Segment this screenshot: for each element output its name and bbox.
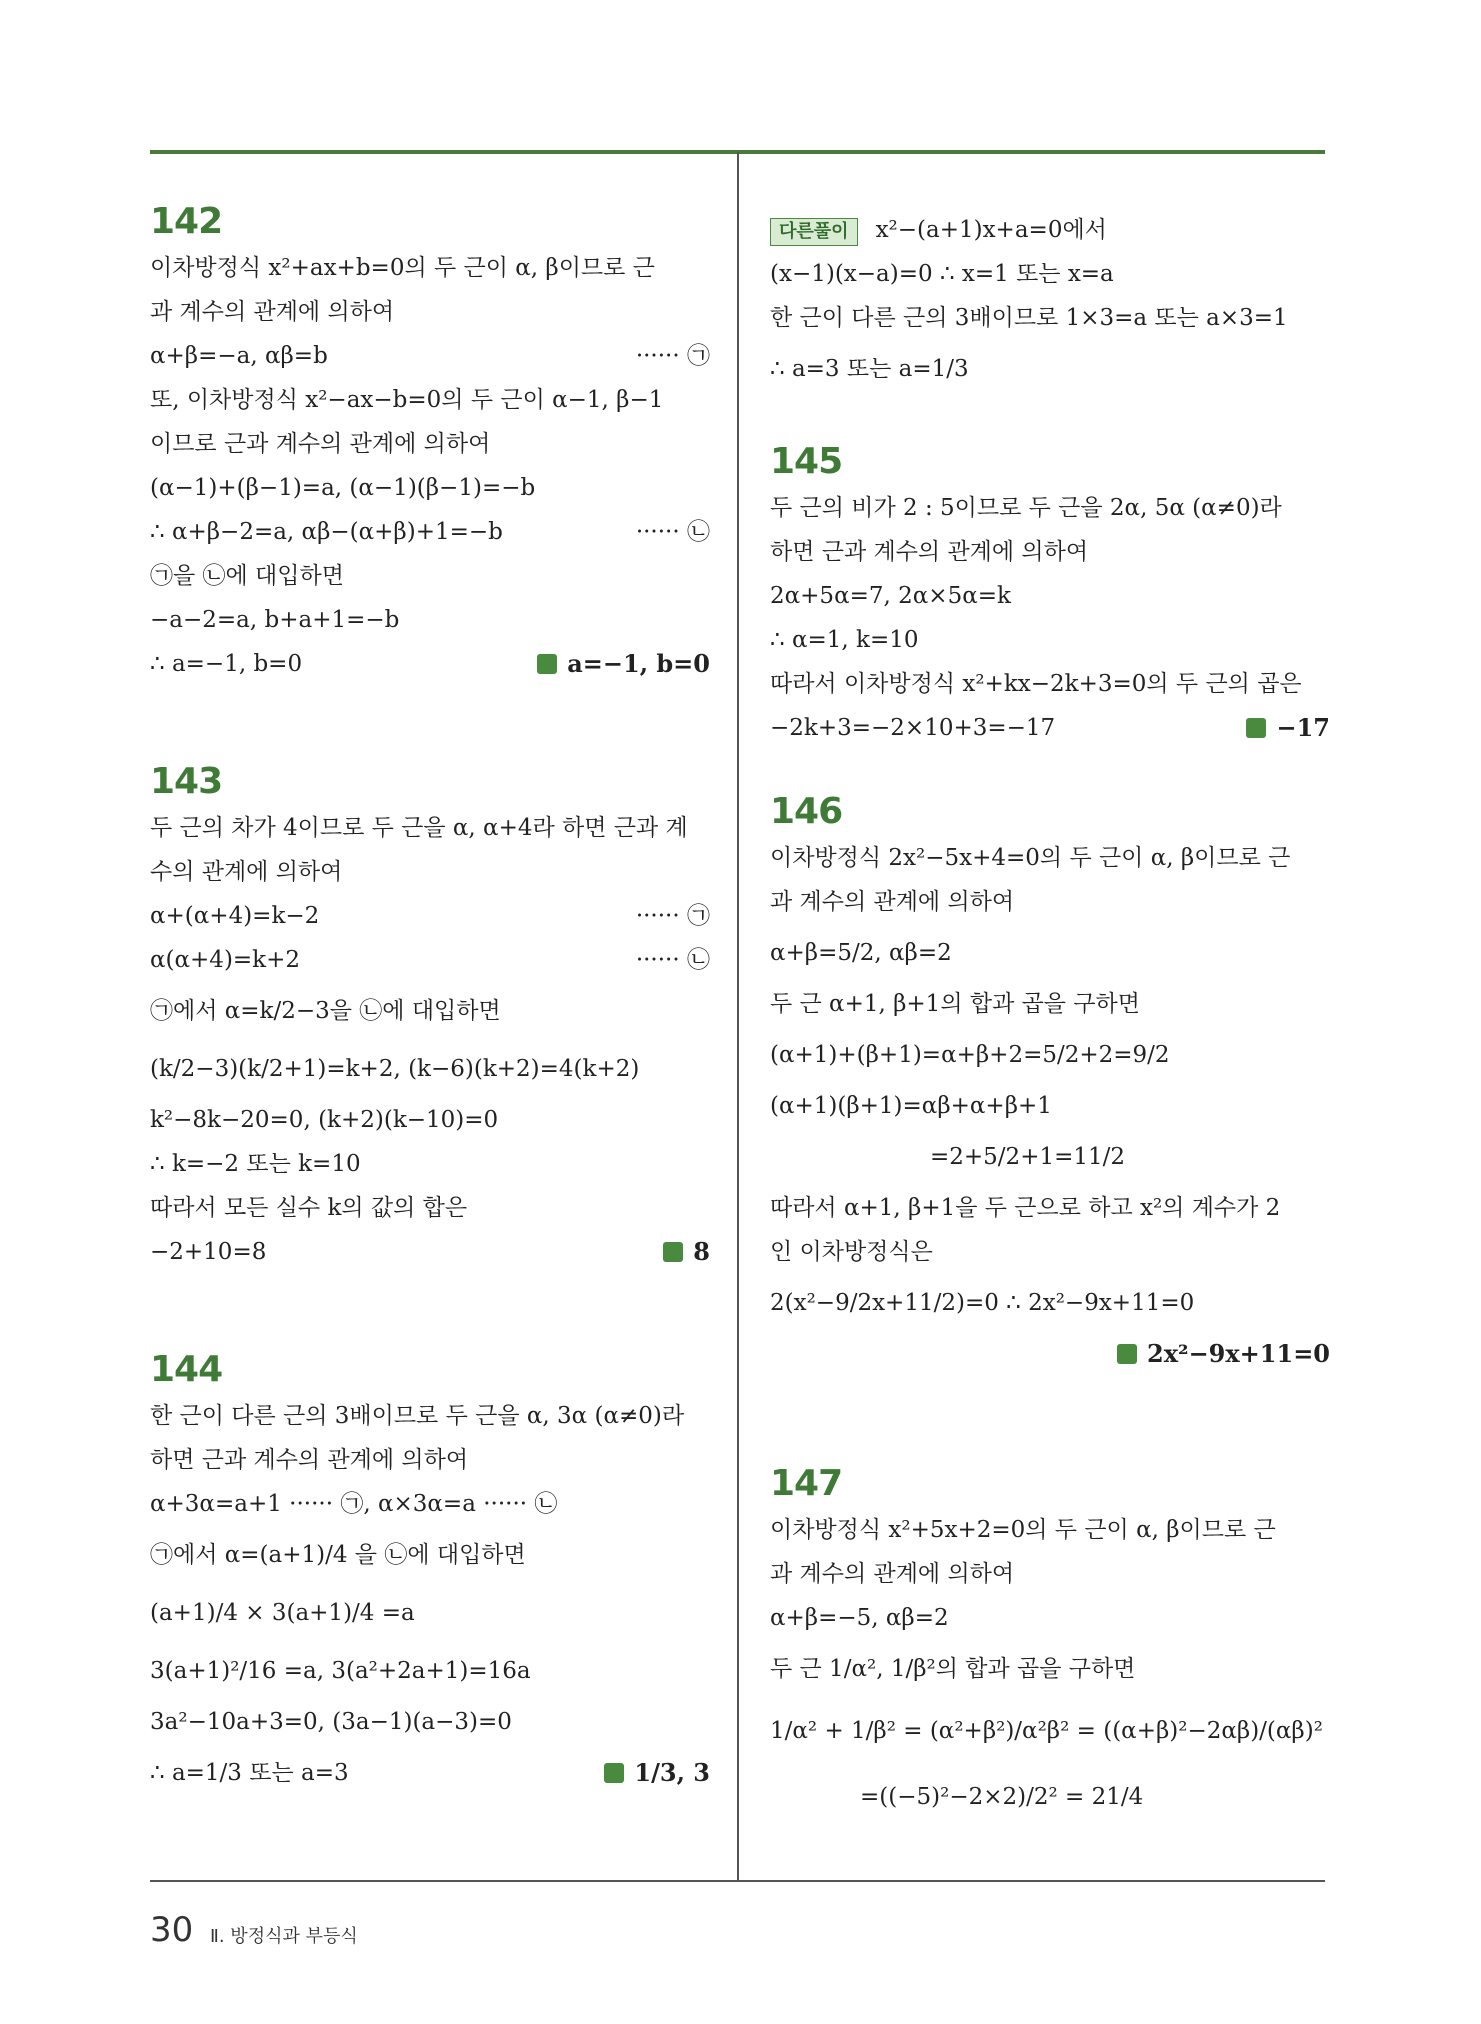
solution-line: =((−5)²−2×2)/2² = 21/4	[860, 1784, 1144, 1810]
equation-tag: ······ ㉠	[635, 903, 710, 929]
solution-line: 과 계수의 관계에 의하여	[770, 1561, 1015, 1587]
solution-line	[150, 334, 710, 378]
problem-number: 145	[770, 441, 843, 482]
solution-line: (k/2−3)(k/2+1)=k+2, (k−6)(k+2)=4(k+2)	[150, 1056, 640, 1082]
solution-line: 두 근의 비가 2 : 5이므로 두 근을 2α, 5α (α≠0)라	[770, 495, 1282, 521]
answer-icon	[663, 1242, 683, 1262]
problem-number: 143	[150, 761, 223, 802]
solution-line	[150, 1744, 710, 1802]
solution-line: 과 계수의 관계에 의하여	[150, 299, 395, 325]
problem-143	[150, 760, 710, 1274]
equation: ∴ a=1/3 또는 a=3	[150, 1760, 349, 1786]
solution-line: 3a²−10a+3=0, (3a−1)(a−3)=0	[150, 1709, 512, 1735]
solution-line: ∴ k=−2 또는 k=10	[150, 1151, 361, 1177]
solution-line: 따라서 모든 실수 k의 값의 합은	[150, 1195, 468, 1221]
answer-text: a=−1, b=0	[567, 649, 710, 678]
solution-line	[770, 208, 1330, 252]
solution-line: 한 근이 다른 근의 3배이므로 1×3=a 또는 a×3=1	[770, 305, 1288, 331]
solution-line: k²−8k−20=0, (k+2)(k−10)=0	[150, 1107, 499, 1133]
solution-line: α+3α=a+1 ······ ㉠, α×3α=a ······ ㉡	[150, 1491, 558, 1517]
problem-number: 142	[150, 201, 223, 242]
page-number: 30	[150, 1910, 194, 1950]
solution-line: 이므로 근과 계수의 관계에 의하여	[150, 431, 491, 457]
solution-line	[150, 938, 710, 982]
answer-text: 8	[693, 1237, 710, 1266]
solution-line: ㉠을 ㉡에 대입하면	[150, 563, 344, 589]
answer-text: 1/3, 3	[634, 1758, 710, 1787]
answer-icon	[537, 654, 557, 674]
problem-142	[150, 200, 710, 686]
solution-line	[150, 1230, 710, 1274]
problem-145	[770, 440, 1330, 750]
equation: ∴ α+β−2=a, αβ−(α+β)+1=−b	[150, 519, 503, 545]
solution-line: 하면 근과 계수의 관계에 의하여	[770, 539, 1089, 565]
solution-line: 또, 이차방정식 x²−ax−b=0의 두 근이 α−1, β−1	[150, 387, 664, 413]
alt-solution-label: 다른풀이	[770, 218, 858, 246]
solution-line	[150, 642, 710, 686]
solution-line	[770, 706, 1330, 750]
solution-line: ∴ a=3 또는 a=1/3	[770, 356, 969, 382]
answer	[604, 1744, 710, 1802]
solution-line: 두 근 1/α², 1/β²의 합과 곱을 구하면	[770, 1656, 1136, 1682]
problem-number: 146	[770, 791, 843, 832]
problem-147	[770, 1462, 1330, 1830]
answer	[1117, 1332, 1330, 1376]
solution-line: ∴ α=1, k=10	[770, 627, 919, 653]
solution-line: α+β=5/2, αβ=2	[770, 940, 952, 966]
equation: α+(α+4)=k−2	[150, 903, 320, 929]
answer-text: −17	[1276, 713, 1330, 742]
problem-144	[150, 1348, 710, 1802]
solution-line: 2(x²−9/2x+11/2)=0 ∴ 2x²−9x+11=0	[770, 1290, 1195, 1316]
answer-icon	[1117, 1344, 1137, 1364]
solution-line	[150, 510, 710, 554]
solution-line: (x−1)(x−a)=0 ∴ x=1 또는 x=a	[770, 261, 1114, 287]
solution-line	[150, 894, 710, 938]
answer-line	[770, 1332, 1330, 1376]
answer	[1246, 706, 1330, 750]
answer-icon	[1246, 718, 1266, 738]
solution-line: 두 근의 차가 4이므로 두 근을 α, α+4라 하면 근과 계	[150, 815, 688, 841]
answer-icon	[604, 1763, 624, 1783]
solution-line: 2α+5α=7, 2α×5α=k	[770, 583, 1011, 609]
equation: x²−(a+1)x+a=0에서	[875, 217, 1107, 243]
solution-line: 인 이차방정식은	[770, 1239, 933, 1265]
problem-146	[770, 790, 1330, 1376]
solution-line: 따라서 α+1, β+1을 두 근으로 하고 x²의 계수가 2	[770, 1195, 1281, 1221]
solution-line: (α+1)+(β+1)=α+β+2=5/2+2=9/2	[770, 1042, 1170, 1068]
equation-tag: ······ ㉡	[635, 947, 710, 973]
solution-line: (α−1)+(β−1)=a, (α−1)(β−1)=−b	[150, 475, 536, 501]
equation: −2+10=8	[150, 1239, 267, 1265]
equation: −2k+3=−2×10+3=−17	[770, 715, 1056, 741]
solution-line: 한 근이 다른 근의 3배이므로 두 근을 α, 3α (α≠0)라	[150, 1403, 685, 1429]
solution-line: 따라서 이차방정식 x²+kx−2k+3=0의 두 근의 곱은	[770, 671, 1302, 697]
problem-number: 147	[770, 1463, 843, 1504]
solution-line: 이차방정식 x²+ax+b=0의 두 근이 α, β이므로 근	[150, 255, 655, 281]
solution-line: (a+1)/4 × 3(a+1)/4 =a	[150, 1600, 415, 1626]
solution-line: −a−2=a, b+a+1=−b	[150, 607, 400, 633]
alternate-solution-144	[770, 208, 1330, 398]
solution-line: 이차방정식 x²+5x+2=0의 두 근이 α, β이므로 근	[770, 1517, 1276, 1543]
equation: ∴ a=−1, b=0	[150, 651, 303, 677]
equation-tag: ······ ㉠	[635, 343, 710, 369]
solution-line: 과 계수의 관계에 의하여	[770, 889, 1015, 915]
solution-line: α+β=−5, αβ=2	[770, 1605, 949, 1631]
solution-line: 두 근 α+1, β+1의 합과 곱을 구하면	[770, 991, 1140, 1017]
answer	[537, 642, 710, 686]
solution-line: 수의 관계에 의하여	[150, 859, 343, 885]
column-divider	[737, 152, 739, 1880]
bottom-rule	[150, 1880, 1325, 1882]
chapter-title: Ⅱ. 방정식과 부등식	[210, 1926, 358, 1947]
equation: α+β=−a, αβ=b	[150, 343, 328, 369]
equation: α(α+4)=k+2	[150, 947, 301, 973]
solution-line: 1/α² + 1/β² = (α²+β²)/α²β² = ((α+β)²−2αβ)/(αβ)²	[770, 1718, 1323, 1744]
answer	[663, 1230, 710, 1274]
equation-tag: ······ ㉡	[635, 519, 710, 545]
solution-line: 이차방정식 2x²−5x+4=0의 두 근이 α, β이므로 근	[770, 845, 1291, 871]
solution-line: 하면 근과 계수의 관계에 의하여	[150, 1447, 469, 1473]
solution-line: ㉠에서 α=k/2−3을 ㉡에 대입하면	[150, 998, 501, 1024]
solution-line: (α+1)(β+1)=αβ+α+β+1	[770, 1093, 1052, 1119]
answer-text: 2x²−9x+11=0	[1147, 1339, 1330, 1368]
solution-line: =2+5/2+1=11/2	[930, 1144, 1126, 1170]
solution-line: 3(a+1)²/16 =a, 3(a²+2a+1)=16a	[150, 1658, 531, 1684]
problem-number: 144	[150, 1349, 223, 1390]
solution-line: ㉠에서 α=(a+1)/4 을 ㉡에 대입하면	[150, 1542, 526, 1568]
